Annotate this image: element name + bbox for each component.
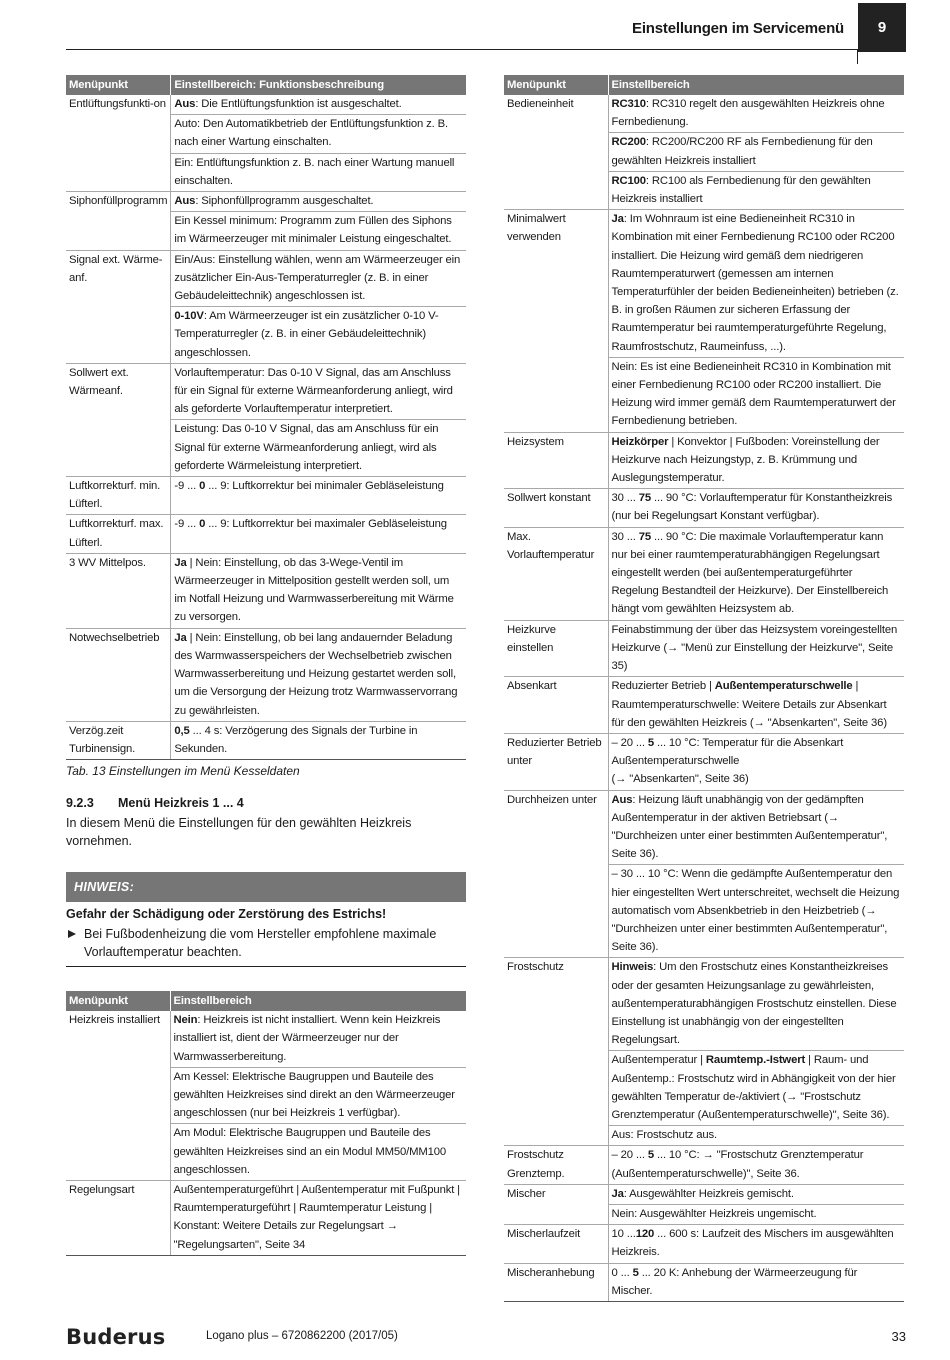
setting-description-cell: Vorlauftemperatur: Das 0-10 V Signal, das am Anschluss für ein Signal für externe Wärmeanforderung anliegt, wird als geforderte Vorlauftemperatur interpretiert. — [171, 363, 466, 420]
menu-item-cell: Minimalwert verwenden — [504, 210, 608, 432]
table-row — [504, 958, 904, 1051]
menu-item-cell: Heizkreis installiert — [66, 1011, 170, 1180]
section-title: Menü Heizkreis 1 ... 4 — [118, 796, 244, 811]
notice-item — [66, 925, 466, 961]
page-footer — [66, 1325, 906, 1349]
setting-description-cell: Feinabstimmung der über das Heizsystem voreingestellten Heizkurve (→ "Menü zur Einstellung der Heizkurve", Seite 35) — [608, 620, 904, 677]
menu-item-cell: Sollwert ext. Wärmeanf. — [66, 363, 171, 476]
setting-description-cell: -9 ... 0 ... 9: Luftkorrektur bei minimaler Gebläseleistung — [171, 477, 466, 515]
page-number: 33 — [891, 1329, 906, 1344]
setting-description-cell: 0-10V: Am Wärmeerzeuger ist ein zusätzlicher 0-10 V-Temperaturregler (z. B. in einer Gebäudeleittechnik) angeschlossen. — [171, 307, 466, 364]
column-header-menu: Menüpunkt — [66, 75, 171, 95]
setting-description-cell: Am Modul: Elektrische Baugruppen und Bauteile des gewählten Heizkreises sind an ein Modul MM50/MM100 angeschlossen. — [170, 1124, 466, 1181]
menu-item-cell: Max. Vorlauftemperatur — [504, 527, 608, 620]
setting-description-cell: Außentemperaturgeführt | Außentemperatur mit Fußpunkt | Raumtemperaturgeführt | Raumtemperatur Leistung | Konstant: Weitere Details zur Regelungsart → "Regelungsarten", Seite 34 — [170, 1180, 466, 1255]
menu-item-cell: Regelungsart — [66, 1180, 170, 1255]
menu-item-cell: Mischeranhebung — [504, 1263, 608, 1301]
table-row — [66, 363, 466, 420]
setting-description-cell: – 20 ... 5 ... 10 °C: → "Frostschutz Grenztemperatur (Außentemperaturschwelle)", Seite 36. — [608, 1146, 904, 1184]
setting-description-cell: – 30 ... 10 °C: Wenn die gedämpfte Außentemperatur den hier eingestellten Wert unterschreitet, wechselt die Heizung automatisch vom Absenkbetrieb in den Heizbetrieb (→ "Durchheizen unter einer bestimmten Außentemperatur", Seite 36). — [608, 865, 904, 958]
column-header-range: Einstellbereich — [170, 991, 466, 1011]
setting-description-cell: 10 ...120 ... 600 s: Laufzeit des Mischers im ausgewählten Heizkreis. — [608, 1225, 904, 1263]
menu-item-cell: Mischer — [504, 1184, 608, 1224]
right-column — [504, 75, 904, 1302]
table-row — [504, 527, 904, 620]
brand-logo: Buderus — [66, 1325, 166, 1349]
menu-item-cell: Reduzierter Betrieb unter — [504, 733, 608, 790]
header-divider — [857, 50, 858, 64]
chapter-badge: 9 — [858, 3, 906, 52]
setting-description-cell: Hinweis: Um den Frostschutz eines Konstantheizkreises oder der gesamten Heizungsanlage zu gewährleisten, außentemperaturabhängigen Frostschutz einstellen. Diese Einstellung ist unabhängig von der eingestellten Regelungsart. — [608, 958, 904, 1051]
table-row — [66, 477, 466, 515]
setting-description-cell: Reduzierter Betrieb | Außentemperaturschwelle | Raumtemperaturschwelle: Weitere Details zur Absenkart für den gewählten Heizkreis (→ "Absenkarten", Seite 36) — [608, 677, 904, 734]
table-kesseldaten — [66, 75, 466, 760]
table-row — [504, 95, 904, 133]
menu-item-cell: Sollwert konstant — [504, 489, 608, 527]
menu-item-cell: Notwechselbetrieb — [66, 628, 171, 721]
setting-description-cell: Nein: Es ist eine Bedieneinheit RC310 in Kombination mit einer Fernbedienung RC100 oder RC200 installiert. Die Heizung wird immer gemäß dem Raumtemperaturwert der Fernbedienung betrieben. — [608, 357, 904, 432]
setting-description-cell: – 20 ... 5 ... 10 °C: Temperatur für die Absenkart Außentemperaturschwelle (→ "Absenkarten", Seite 36) — [608, 733, 904, 790]
setting-description-cell: Ja | Nein: Einstellung, ob das 3-Wege-Ventil im Wärmeerzeuger in Mittelposition gestellt werden soll, um im Notfall Heizung und Warmwasserbereitung mit Wärme zu versorgen. — [171, 553, 466, 628]
menu-item-cell: Heizsystem — [504, 432, 608, 489]
notice-box — [66, 872, 466, 967]
table-row — [66, 721, 466, 759]
section-number: 9.2.3 — [66, 796, 94, 811]
table-row — [504, 489, 904, 527]
table-row — [504, 432, 904, 489]
table-heizkreis-right — [504, 75, 904, 1302]
table-row — [504, 1225, 904, 1263]
table-row — [504, 1184, 904, 1204]
table-row — [66, 553, 466, 628]
column-header-range: Einstellbereich — [608, 75, 904, 95]
menu-item-cell: Signal ext. Wärme-anf. — [66, 250, 171, 363]
setting-description-cell: Nein: Heizkreis ist nicht installiert. Wenn kein Heizkreis installiert ist, dient der Wärmeerzeuger nur der Warmwasserbereitung. — [170, 1011, 466, 1067]
setting-description-cell: Ja: Ausgewählter Heizkreis gemischt. — [608, 1184, 904, 1204]
table-row — [504, 620, 904, 677]
setting-description-cell: 30 ... 75 ... 90 °C: Vorlauftemperatur für Konstantheizkreis (nur bei Regelungsart Konstant verfügbar). — [608, 489, 904, 527]
bullet-triangle-icon — [68, 930, 76, 938]
table-row — [504, 1146, 904, 1184]
notice-label: HINWEIS: — [66, 872, 466, 902]
table-row — [66, 1180, 466, 1255]
setting-description-cell: -9 ... 0 ... 9: Luftkorrektur bei maximaler Gebläseleistung — [171, 515, 466, 553]
menu-item-cell: Absenkart — [504, 677, 608, 734]
setting-description-cell: Am Kessel: Elektrische Baugruppen und Bauteile des gewählten Heizkreises sind direkt an den Wärmeerzeuger angeschlossen (nur bei Heizkreis 1 verfügbar). — [170, 1067, 466, 1124]
setting-description-cell: Aus: Siphonfüllprogramm ausgeschaltet. — [171, 192, 466, 212]
table-row — [66, 192, 466, 212]
menu-item-cell: Entlüftungsfunkti-on — [66, 95, 171, 192]
table-row — [66, 250, 466, 307]
table-header-row — [504, 75, 904, 95]
setting-description-cell: Nein: Ausgewählter Heizkreis ungemischt. — [608, 1204, 904, 1224]
table-row — [66, 95, 466, 115]
table-row — [66, 515, 466, 553]
column-header-menu: Menüpunkt — [504, 75, 608, 95]
setting-description-cell: Auto: Den Automatikbetrieb der Entlüftungsfunktion z. B. nach einer Wartung einschalten. — [171, 115, 466, 153]
setting-description-cell: RC100: RC100 als Fernbedienung für den gewählten Heizkreis installiert — [608, 171, 904, 209]
table-row — [504, 210, 904, 358]
setting-description-cell: Aus: Die Entlüftungsfunktion ist ausgeschaltet. — [171, 95, 466, 115]
table-header-row — [66, 75, 466, 95]
menu-item-cell: Durchheizen unter — [504, 790, 608, 958]
setting-description-cell: Aus: Frostschutz aus. — [608, 1126, 904, 1146]
table-row — [66, 628, 466, 721]
setting-description-cell: Ja: Im Wohnraum ist eine Bedieneinheit RC310 in Kombination mit einer Fernbedienung RC100 oder RC200 installiert. Die Heizung wird gemäß dem niedrigeren Raumtemperaturwert (gemessen am internen Temperaturfühler der beiden Bedieneinheiten) betrieben (z. B. in großen Räumen zur sicheren Erfassung der Raumtemperatur bei raumtemperaturgeführte Regelung, Raumfrostschutz, Raumeinfuss, ...). — [608, 210, 904, 358]
setting-description-cell: Außentemperatur | Raumtemp.-Istwert | Raum- und Außentemp.: Frostschutz wird in Abhängigkeit von der hier gewählten Temperatur de-/aktiviert (→ "Frostschutz Grenztemperatur (Außentemperaturschwelle)", Seite 36). — [608, 1051, 904, 1126]
setting-description-cell: RC200: RC200/RC200 RF als Fernbedienung für den gewählten Heizkreis installiert — [608, 133, 904, 171]
section-intro: In diesem Menü die Einstellungen für den gewählten Heizkreis vornehmen. — [66, 816, 412, 849]
menu-item-cell: Verzög.zeit Turbinensign. — [66, 721, 171, 759]
table-caption: Tab. 13 Einstellungen im Menü Kesseldaten — [66, 764, 300, 779]
menu-item-cell: Luftkorrekturf. max. Lüfterl. — [66, 515, 171, 553]
menu-item-cell: Heizkurve einstellen — [504, 620, 608, 677]
page-title: Einstellungen im Servicemenü — [632, 20, 844, 37]
menu-item-cell: Bedieneinheit — [504, 95, 608, 210]
setting-description-cell: 30 ... 75 ... 90 °C: Die maximale Vorlauftemperatur kann nur bei einer raumtemperaturabhängigen Regelungsart eingestellt werden (bei außentemperaturgeführter Regelung Bestandteil der Heizkurve). Der Einstellbereich hängt vom gewählten Heizsystem ab. — [608, 527, 904, 620]
left-column — [66, 75, 466, 1256]
setting-description-cell: Ja | Nein: Einstellung, ob bei lang andauernder Beladung des Warmwasserspeichers der Wechselbetrieb zwischen Warmwasserbereitung und Heizung gestartet werden soll, um die Versorgung der Heizung trotz Warmwasservorrang zu gewährleisten. — [171, 628, 466, 721]
table-row — [66, 1011, 466, 1067]
column-header-range: Einstellbereich: Funktionsbeschreibung — [171, 75, 466, 95]
menu-item-cell: Frostschutz — [504, 958, 608, 1146]
table-row — [504, 677, 904, 734]
page-header — [66, 0, 906, 50]
menu-item-cell: Mischerlaufzeit — [504, 1225, 608, 1263]
setting-description-cell: Ein: Entlüftungsfunktion z. B. nach einer Wartung manuell einschalten. — [171, 153, 466, 191]
section-heading — [66, 796, 466, 810]
column-header-menu: Menüpunkt — [66, 991, 170, 1011]
table-row — [504, 790, 904, 865]
table-heizkreis-left — [66, 991, 466, 1256]
document-reference: Logano plus – 6720862200 (2017/05) — [206, 1330, 398, 1342]
setting-description-cell: RC310: RC310 regelt den ausgewählten Heizkreis ohne Fernbedienung. — [608, 95, 904, 133]
table-row — [504, 733, 904, 790]
menu-item-cell: 3 WV Mittelpos. — [66, 553, 171, 628]
table-row — [504, 1263, 904, 1301]
setting-description-cell: Aus: Heizung läuft unabhängig von der gedämpften Außentemperatur in der aktiven Betriebsart (→ "Durchheizen unter einer bestimmten Außentemperatur", Seite 36). — [608, 790, 904, 865]
setting-description-cell: 0,5 ... 4 s: Verzögerung des Signals der Turbine in Sekunden. — [171, 721, 466, 759]
notice-divider — [66, 966, 466, 967]
table-header-row — [66, 991, 466, 1011]
notice-warning: Gefahr der Schädigung oder Zerstörung des Estrichs! — [66, 907, 387, 922]
setting-description-cell: 0 ... 5 ... 20 K: Anhebung der Wärmeerzeugung für Mischer. — [608, 1263, 904, 1301]
menu-item-cell: Luftkorrekturf. min. Lüfterl. — [66, 477, 171, 515]
notice-item-text: Bei Fußbodenheizung die vom Hersteller empfohlene maximale Vorlauftemperatur beachten. — [84, 927, 437, 960]
menu-item-cell: Siphonfüllprogramm — [66, 192, 171, 251]
setting-description-cell: Leistung: Das 0-10 V Signal, das am Anschluss für ein Signal für externe Wärmeanforderung anliegt, wird als geforderte Wärmeleistung interpretiert. — [171, 420, 466, 477]
setting-description-cell: Ein/Aus: Einstellung wählen, wenn am Wärmeerzeuger ein zusätzlicher Ein-Aus-Temperaturregler (z. B. in einer Gebäudeleittechnik) angeschlossen ist. — [171, 250, 466, 307]
setting-description-cell: Ein Kessel minimum: Programm zum Füllen des Siphons im Wärmeerzeuger mit minimaler Leistung eingeschaltet. — [171, 212, 466, 250]
menu-item-cell: Frostschutz Grenztemp. — [504, 1146, 608, 1184]
setting-description-cell: Heizkörper | Konvektor | Fußboden: Voreinstellung der Heizkurve nach Heizungstyp, z. B. Krümmung und Auslegungstemperatur. — [608, 432, 904, 489]
